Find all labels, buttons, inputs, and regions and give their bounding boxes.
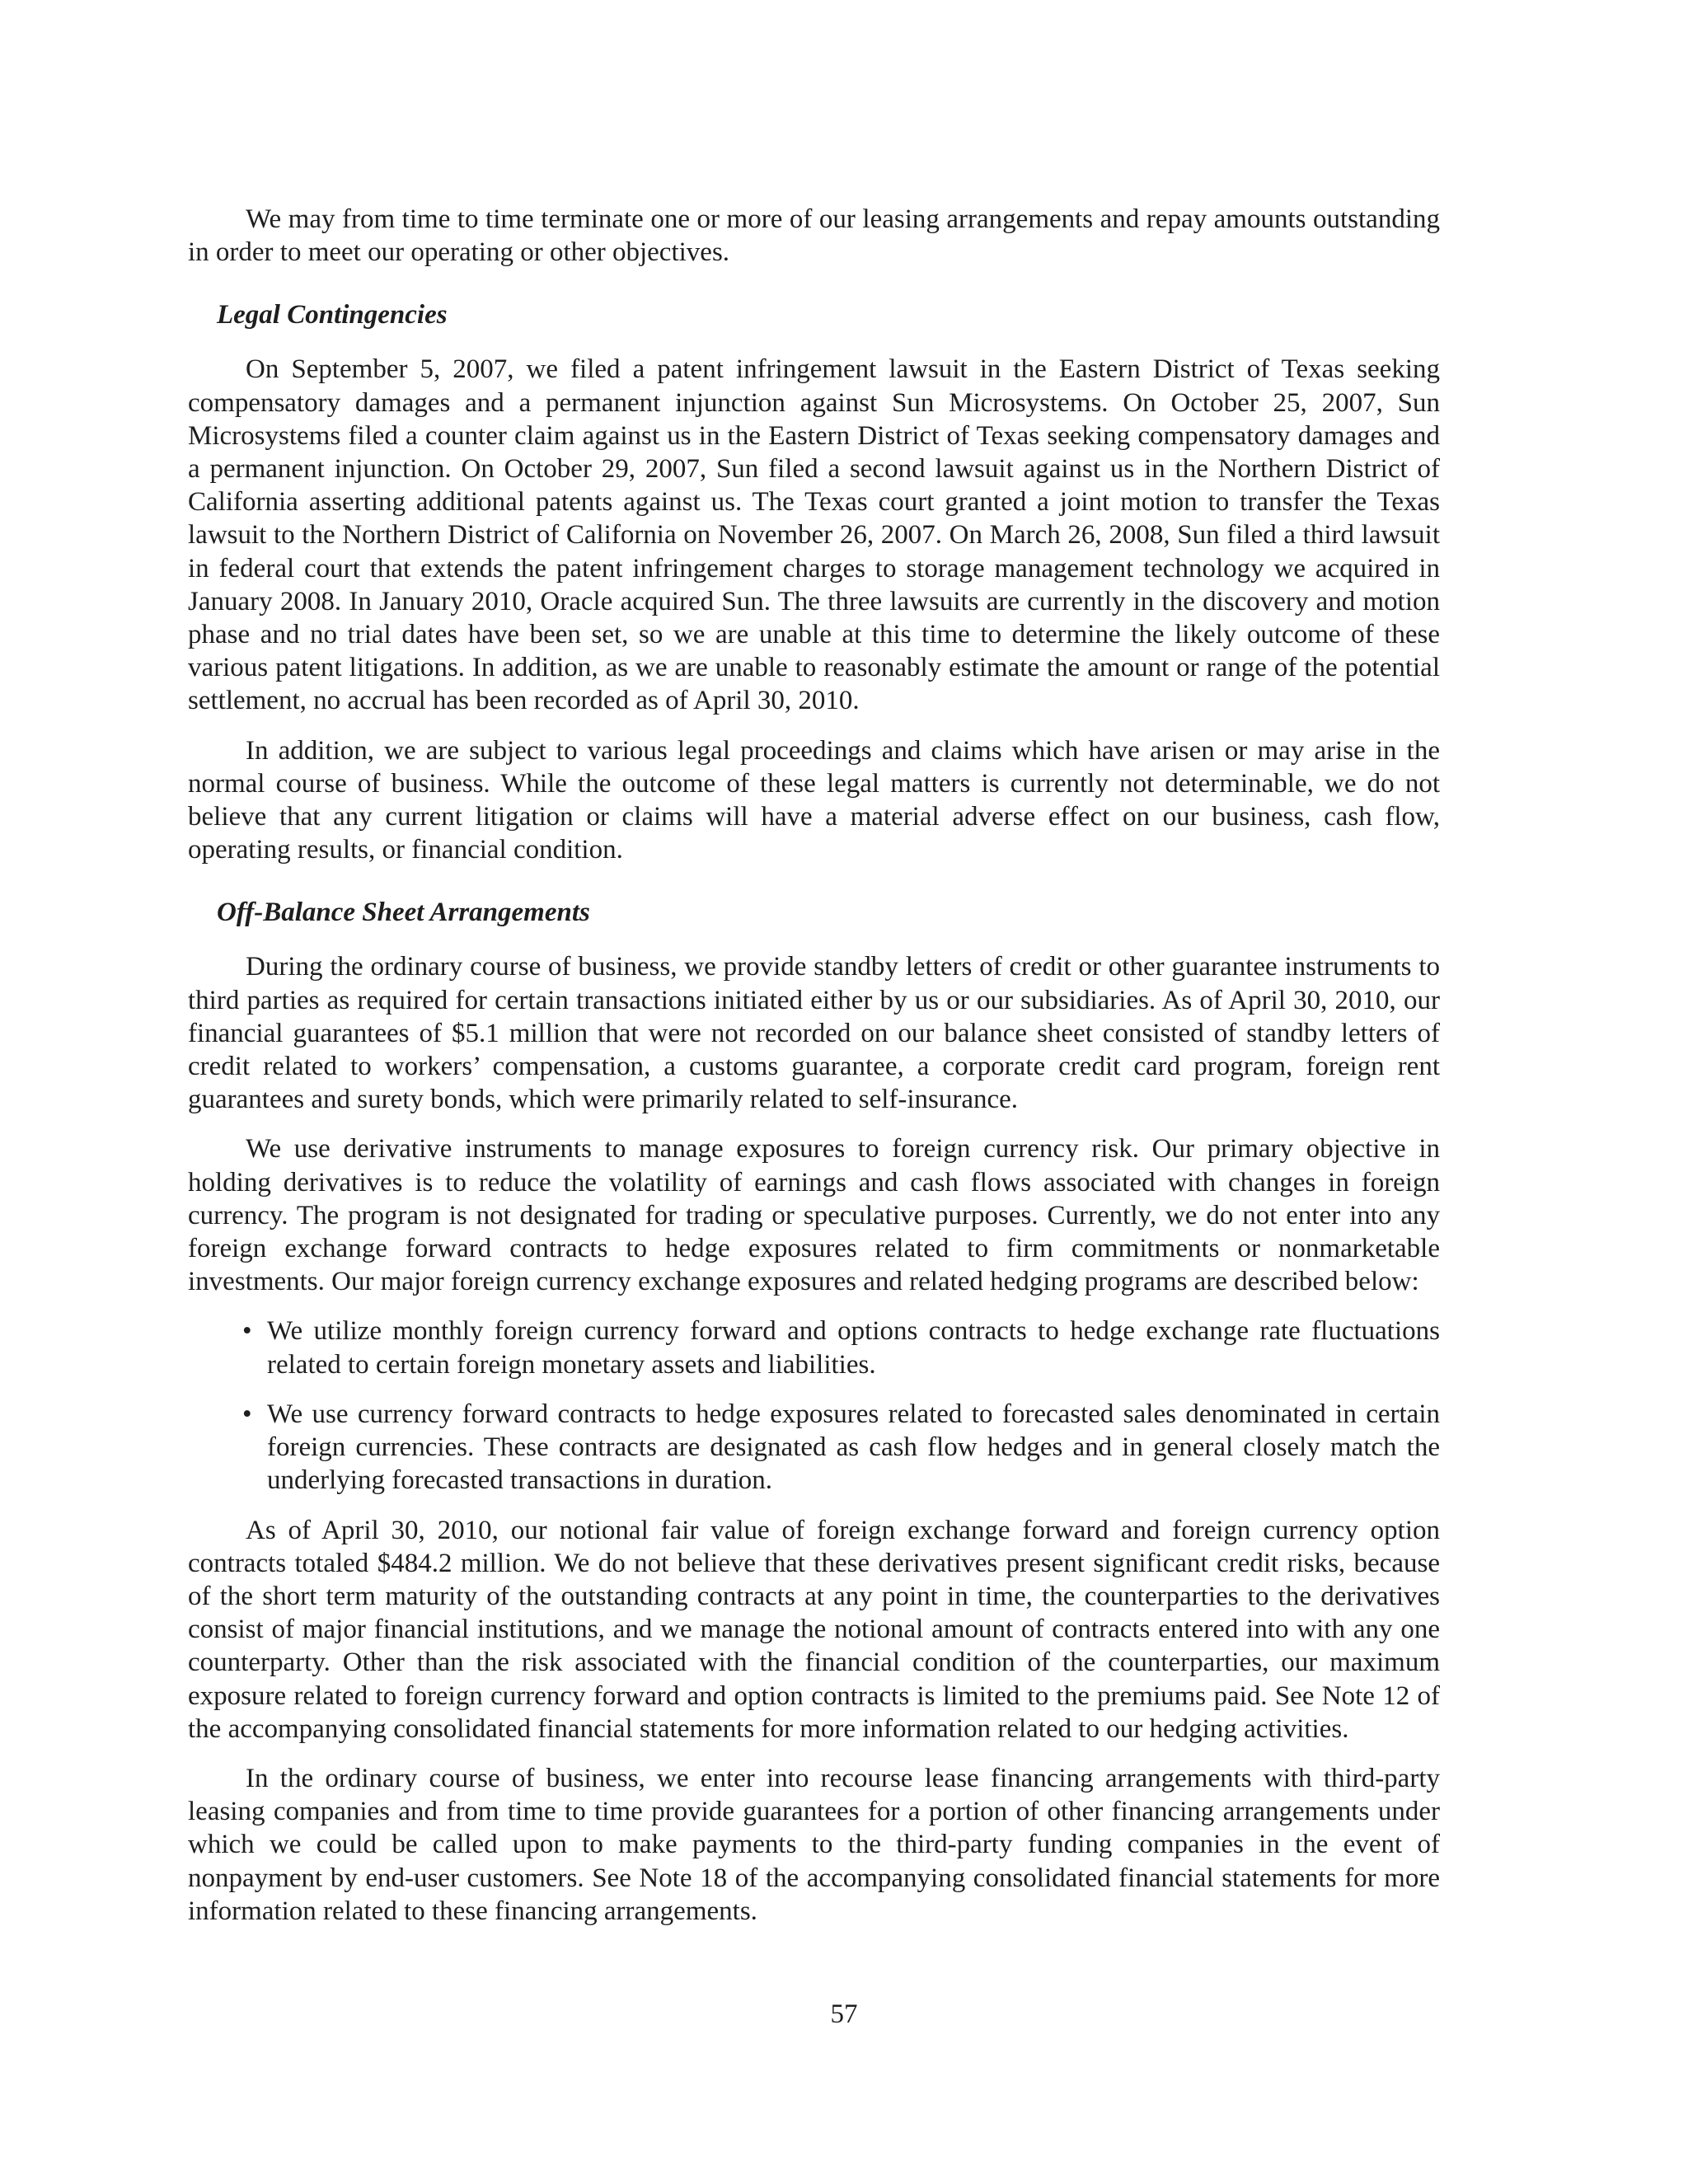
hedging-programs-list [188,1315,1440,1497]
heading-off-balance-sheet: Off-Balance Sheet Arrangements [217,898,590,928]
list-item-text: We use currency forward contracts to hedge exposures related to forecasted sales denominated in certain foreign currencies. These contracts are designated as cash flow hedges and in general closely match the underlying forecasted transactions in duration. [267,1399,1440,1496]
page-body [188,203,1440,1928]
heading-legal-contingencies: Legal Contingencies [217,300,448,330]
paragraph-standby-letters: During the ordinary course of business, we provide standby letters of credit or other guarantee instruments to third parties as required for certain transactions initiated either by us or our subsidiaries. As of April 30, 2010, our financial guarantees of $5.1 million that were not recorded on our balance sheet consisted of standby letters of credit related to workers’ compensation, a customs guarantee, a corporate credit card program, foreign rent guarantees and surety bonds, which were primarily related to self-insurance. [188,952,1440,1115]
paragraph-notional-value: As of April 30, 2010, our notional fair value of foreign exchange forward and foreign currency option contracts totaled $484.2 million. We do not believe that these derivatives present significant credit risks, because of the short term maturity of the outstanding contracts at any point in time, the counterparties to the derivatives consist of major financial institutions, and we manage the notional amount of contracts entered into with any one counterparty. Other than the risk associated with the financial condition of the counterparties, our maximum exposure related to foreign currency forward and option contracts is limited to the premiums paid. See Note 12 of the accompanying consolidated financial statements for more information related to our hedging activities. [188,1515,1440,1744]
list-item [188,1315,1440,1380]
bullet-icon: • [242,1316,252,1347]
list-item-text: We utilize monthly foreign currency forward and options contracts to hedge exchange rate fluctuations related to certain foreign monetary assets and liabilities. [267,1316,1440,1380]
paragraph-leasing: We may from time to time terminate one or more of our leasing arrangements and repay amounts outstanding in order to meet our operating or other objectives. [188,204,1440,268]
bullet-icon: • [242,1399,252,1429]
paragraph-recourse-lease: In the ordinary course of business, we enter into recourse lease financing arrangements with third-party leasing companies and from time to time provide guarantees for a portion of other financing arrangements under which we could be called upon to make payments to the third-party funding companies in the event of nonpayment by end-user customers. See Note 18 of the accompanying consolidated financial statements for more information related to these financing arrangements. [188,1763,1440,1926]
paragraph-legal-proceedings: In addition, we are subject to various legal proceedings and claims which have arisen or may arise in the normal course of business. While the outcome of these legal matters is currently not determinable, we do not believe that any current litigation or claims will have a material adverse effect on our business, cash flow, operating results, or financial condition. [188,735,1440,865]
list-item [188,1398,1440,1497]
page-number: 57 [830,1999,858,2029]
paragraph-legal-lawsuits: On September 5, 2007, we filed a patent infringement lawsuit in the Eastern District of Texas seeking compensatory damages and a permanent injunction against Sun Microsystems. On October 25, 2007, Sun Microsystems filed a counter claim against us in the Eastern District of Texas seeking compensatory damages and a permanent injunction. On October 29, 2007, Sun filed a second lawsuit against us in the Northern District of California asserting additional patents against us. The Texas court granted a joint motion to transfer the Texas lawsuit to the Northern District of California on November 26, 2007. On March 26, 2008, Sun filed a third lawsuit in federal court that extends the patent infringement charges to storage management technology we acquired in January 2008. In January 2010, Oracle acquired Sun. The three lawsuits are currently in the discovery and motion phase and no trial dates have been set, so we are unable at this time to determine the likely outcome of these various patent litigations. In addition, as we are unable to reasonably estimate the amount or range of the potential settlement, no accrual has been recorded as of April 30, 2010. [188,354,1440,716]
paragraph-derivatives: We use derivative instruments to manage exposures to foreign currency risk. Our primary objective in holding derivatives is to reduce the volatility of earnings and cash flows associated with changes in foreign currency. The program is not designated for trading or speculative purposes. Currently, we do not enter into any foreign exchange forward contracts to hedge exposures related to firm commitments or nonmarketable investments. Our major foreign currency exchange exposures and related hedging programs are described below: [188,1134,1440,1297]
